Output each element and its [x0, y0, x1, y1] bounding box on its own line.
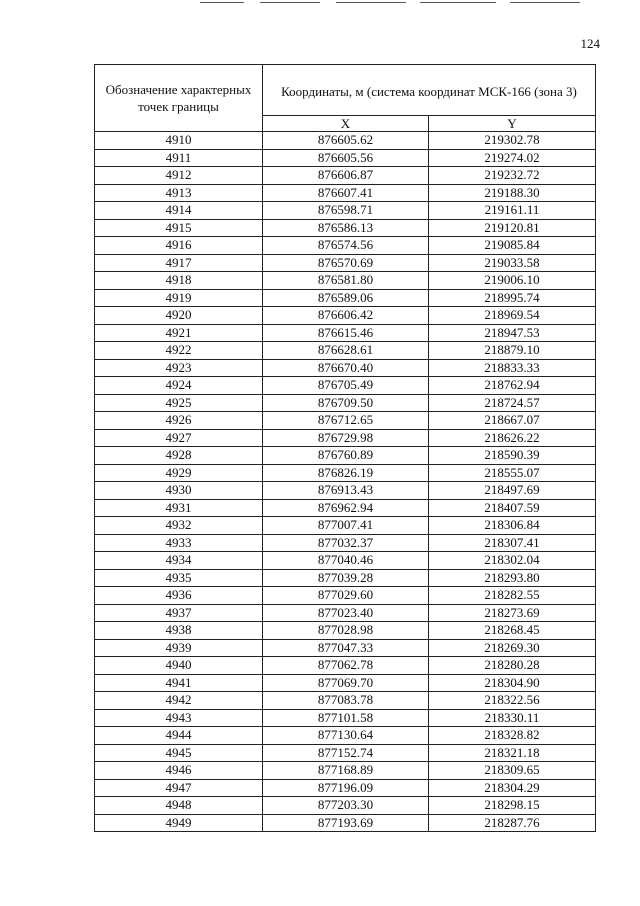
y-cell: 218304.29: [429, 779, 596, 797]
y-cell: 218555.07: [429, 464, 596, 482]
y-cell: 218287.76: [429, 814, 596, 832]
x-cell: 876729.98: [263, 429, 429, 447]
table-row: [95, 622, 596, 640]
point-cell: 4931: [95, 499, 263, 517]
point-cell: 4938: [95, 622, 263, 640]
point-cell: 4949: [95, 814, 263, 832]
point-cell: 4911: [95, 149, 263, 167]
table-row: [95, 237, 596, 255]
x-cell: 877130.64: [263, 727, 429, 745]
x-cell: 876705.49: [263, 377, 429, 395]
y-cell: 219120.81: [429, 219, 596, 237]
table-row: [95, 394, 596, 412]
x-cell: 876605.62: [263, 132, 429, 150]
table-row: [95, 272, 596, 290]
table-row: [95, 709, 596, 727]
x-cell: 876598.71: [263, 202, 429, 220]
x-cell: 876962.94: [263, 499, 429, 517]
point-cell: 4939: [95, 639, 263, 657]
table-row: [95, 429, 596, 447]
coordinates-table: [94, 64, 596, 832]
y-cell: 219274.02: [429, 149, 596, 167]
x-cell: 876605.56: [263, 149, 429, 167]
y-cell: 218330.11: [429, 709, 596, 727]
y-cell: 218497.69: [429, 482, 596, 500]
point-cell: 4921: [95, 324, 263, 342]
point-cell: 4917: [95, 254, 263, 272]
y-cell: 218269.30: [429, 639, 596, 657]
y-cell: 218268.45: [429, 622, 596, 640]
table-row: [95, 149, 596, 167]
point-cell: 4923: [95, 359, 263, 377]
point-cell: 4944: [95, 727, 263, 745]
point-cell: 4935: [95, 569, 263, 587]
point-cell: 4940: [95, 657, 263, 675]
y-cell: 218667.07: [429, 412, 596, 430]
y-cell: 218947.53: [429, 324, 596, 342]
point-cell: 4918: [95, 272, 263, 290]
y-cell: 219302.78: [429, 132, 596, 150]
table-row: [95, 184, 596, 202]
table-row: [95, 692, 596, 710]
x-cell: 876570.69: [263, 254, 429, 272]
y-cell: 218762.94: [429, 377, 596, 395]
point-cell: 4920: [95, 307, 263, 325]
y-cell: 218969.54: [429, 307, 596, 325]
x-cell: 877039.28: [263, 569, 429, 587]
x-cell: 876606.87: [263, 167, 429, 185]
x-cell: 877023.40: [263, 604, 429, 622]
x-cell: 876712.65: [263, 412, 429, 430]
x-cell: 877032.37: [263, 534, 429, 552]
table-row: [95, 797, 596, 815]
table-row: [95, 289, 596, 307]
y-cell: 218302.04: [429, 552, 596, 570]
point-cell: 4933: [95, 534, 263, 552]
point-cell: 4924: [95, 377, 263, 395]
x-cell: 877029.60: [263, 587, 429, 605]
point-cell: 4934: [95, 552, 263, 570]
y-cell: 218282.55: [429, 587, 596, 605]
table-row: [95, 447, 596, 465]
table-row: [95, 762, 596, 780]
x-cell: 876615.46: [263, 324, 429, 342]
point-cell: 4928: [95, 447, 263, 465]
x-cell: 876574.56: [263, 237, 429, 255]
x-cell: 877069.70: [263, 674, 429, 692]
table-row: [95, 639, 596, 657]
y-cell: 218879.10: [429, 342, 596, 360]
table-row: [95, 552, 596, 570]
x-cell: 876589.06: [263, 289, 429, 307]
y-cell: 218304.90: [429, 674, 596, 692]
table-row: [95, 254, 596, 272]
table-row: [95, 814, 596, 832]
point-cell: 4937: [95, 604, 263, 622]
point-cell: 4941: [95, 674, 263, 692]
point-cell: 4943: [95, 709, 263, 727]
y-cell: 218590.39: [429, 447, 596, 465]
point-cell: 4936: [95, 587, 263, 605]
x-cell: 877196.09: [263, 779, 429, 797]
x-cell: 877007.41: [263, 517, 429, 535]
point-cell: 4932: [95, 517, 263, 535]
x-cell: 876826.19: [263, 464, 429, 482]
x-cell: 877193.69: [263, 814, 429, 832]
y-cell: 219161.11: [429, 202, 596, 220]
table-row: [95, 779, 596, 797]
x-cell: 877047.33: [263, 639, 429, 657]
table-body: [95, 132, 596, 832]
table-row: [95, 744, 596, 762]
table-row: [95, 342, 596, 360]
x-cell: 877028.98: [263, 622, 429, 640]
page-number: 124: [580, 36, 600, 51]
point-cell: 4922: [95, 342, 263, 360]
x-cell: 877062.78: [263, 657, 429, 675]
x-cell: 876913.43: [263, 482, 429, 500]
y-cell: 218293.80: [429, 569, 596, 587]
y-cell: 218626.22: [429, 429, 596, 447]
x-cell: 877203.30: [263, 797, 429, 815]
point-cell: 4926: [95, 412, 263, 430]
table-row: [95, 219, 596, 237]
table-row: [95, 132, 596, 150]
point-cell: 4948: [95, 797, 263, 815]
y-cell: 218309.65: [429, 762, 596, 780]
y-cell: 218833.33: [429, 359, 596, 377]
y-cell: 219188.30: [429, 184, 596, 202]
header-coordinates: Координаты, м (система координат МСК-166 (зона 3): [263, 65, 596, 116]
x-cell: 876607.41: [263, 184, 429, 202]
point-cell: 4910: [95, 132, 263, 150]
point-cell: 4945: [95, 744, 263, 762]
table-row: [95, 202, 596, 220]
table-row: [95, 727, 596, 745]
x-cell: 876606.42: [263, 307, 429, 325]
point-cell: 4947: [95, 779, 263, 797]
point-cell: 4930: [95, 482, 263, 500]
top-scan-rules: [180, 0, 640, 6]
y-cell: 218321.18: [429, 744, 596, 762]
x-cell: 876709.50: [263, 394, 429, 412]
y-cell: 218322.56: [429, 692, 596, 710]
table-row: [95, 167, 596, 185]
point-cell: 4929: [95, 464, 263, 482]
point-cell: 4946: [95, 762, 263, 780]
table-row: [95, 534, 596, 552]
table-row: [95, 307, 596, 325]
table-row: [95, 324, 596, 342]
x-cell: 876586.13: [263, 219, 429, 237]
point-cell: 4914: [95, 202, 263, 220]
point-cell: 4927: [95, 429, 263, 447]
table-row: [95, 482, 596, 500]
table-row: [95, 674, 596, 692]
header-y: Y: [429, 116, 596, 132]
point-cell: 4942: [95, 692, 263, 710]
x-cell: 876581.80: [263, 272, 429, 290]
table-row: [95, 499, 596, 517]
x-cell: 877152.74: [263, 744, 429, 762]
x-cell: 877101.58: [263, 709, 429, 727]
table-row: [95, 569, 596, 587]
x-cell: 876628.61: [263, 342, 429, 360]
header-point-designation: Обозначение характерных точек границы: [95, 65, 263, 132]
y-cell: 218306.84: [429, 517, 596, 535]
y-cell: 219006.10: [429, 272, 596, 290]
y-cell: 218298.15: [429, 797, 596, 815]
x-cell: 876670.40: [263, 359, 429, 377]
y-cell: 218307.41: [429, 534, 596, 552]
y-cell: 218273.69: [429, 604, 596, 622]
y-cell: 218280.28: [429, 657, 596, 675]
point-cell: 4919: [95, 289, 263, 307]
y-cell: 218724.57: [429, 394, 596, 412]
table-row: [95, 517, 596, 535]
point-cell: 4916: [95, 237, 263, 255]
y-cell: 218995.74: [429, 289, 596, 307]
y-cell: 219232.72: [429, 167, 596, 185]
table-row: [95, 604, 596, 622]
table-row: [95, 464, 596, 482]
table-row: [95, 377, 596, 395]
point-cell: 4912: [95, 167, 263, 185]
y-cell: 218328.82: [429, 727, 596, 745]
x-cell: 877083.78: [263, 692, 429, 710]
x-cell: 877040.46: [263, 552, 429, 570]
table-row: [95, 412, 596, 430]
point-cell: 4913: [95, 184, 263, 202]
point-cell: 4915: [95, 219, 263, 237]
x-cell: 876760.89: [263, 447, 429, 465]
y-cell: 218407.59: [429, 499, 596, 517]
y-cell: 219085.84: [429, 237, 596, 255]
table-row: [95, 657, 596, 675]
table-row: [95, 587, 596, 605]
point-cell: 4925: [95, 394, 263, 412]
table-row: [95, 359, 596, 377]
x-cell: 877168.89: [263, 762, 429, 780]
y-cell: 219033.58: [429, 254, 596, 272]
header-x: X: [263, 116, 429, 132]
